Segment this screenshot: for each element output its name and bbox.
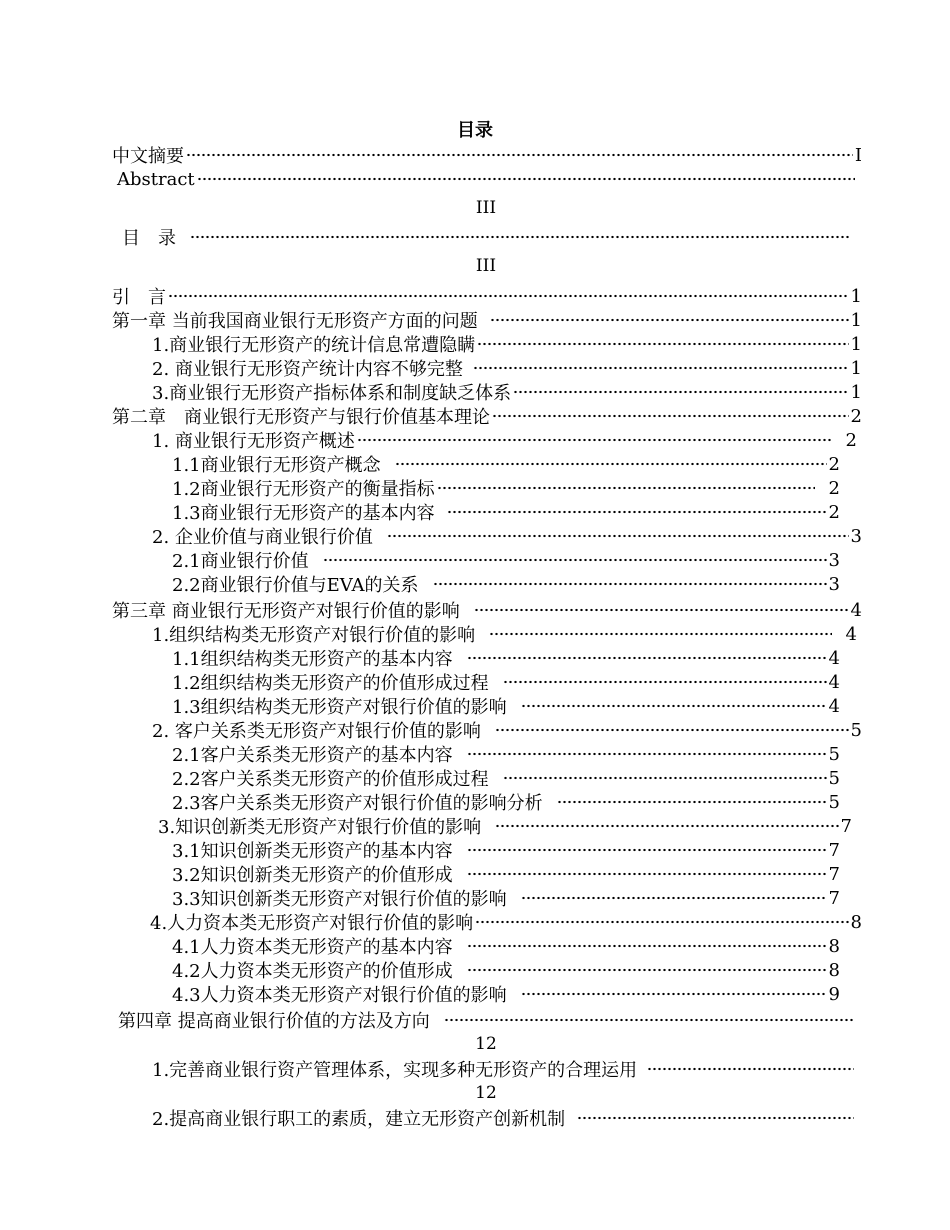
toc-entry-label: 第四章 提高商业银行价值的方法及方向	[118, 1011, 430, 1032]
dot-leader	[447, 510, 827, 514]
toc-entry-label: 3.1知识创新类无形资产的基本内容	[172, 841, 453, 862]
toc-entry[interactable]	[172, 958, 840, 982]
toc-entry[interactable]	[172, 500, 840, 524]
dot-leader	[168, 294, 849, 298]
toc-entry-page: 5	[850, 719, 862, 741]
dot-leader	[467, 656, 827, 660]
toc-entry-page: 5	[828, 791, 840, 813]
dot-leader	[477, 342, 848, 346]
toc-entry[interactable]	[172, 452, 840, 476]
dot-leader	[467, 872, 827, 876]
toc-entry-label: 1.1商业银行无形资产概念	[172, 455, 381, 476]
dot-leader	[467, 944, 827, 948]
toc-entry-label: 2. 企业价值与商业银行价值	[152, 527, 373, 548]
toc-entry-page: 4	[828, 695, 840, 717]
dot-leader	[489, 632, 831, 636]
toc-entry-label: 1.3商业银行无形资产的基本内容	[172, 503, 435, 524]
toc-entry-page: 3	[850, 525, 862, 547]
toc-entry-page: 1	[850, 357, 862, 379]
dot-leader	[577, 1116, 854, 1120]
toc-entry-label: 1.商业银行无形资产的统计信息常遭隐瞒	[152, 335, 476, 356]
toc-entry[interactable]	[172, 934, 840, 958]
dot-leader	[444, 1018, 854, 1022]
toc-entry-label: 4.2人力资本类无形资产的价值形成	[172, 961, 453, 982]
toc-entry-page: 7	[828, 887, 840, 909]
dot-leader	[475, 920, 848, 924]
toc-entry-label: Abstract	[117, 168, 195, 190]
toc-entry-page: 4	[828, 647, 840, 669]
toc-entry[interactable]	[172, 982, 840, 1006]
dot-leader	[186, 153, 853, 157]
toc-entry-label: 4.1人力资本类无形资产的基本内容	[172, 937, 453, 958]
toc-entry[interactable]	[152, 428, 857, 452]
toc-entry[interactable]	[118, 1008, 856, 1032]
dot-leader	[492, 414, 849, 418]
toc-entry-page: 3	[828, 549, 840, 571]
toc-entry[interactable]	[152, 380, 862, 404]
toc-entry-page: 7	[828, 839, 840, 861]
dot-leader	[473, 366, 849, 370]
toc-entry[interactable]	[172, 694, 840, 718]
dot-leader	[490, 318, 849, 322]
toc-entry-label: 1.完善商业银行资产管理体系，实现多种无形资产的合理运用	[152, 1060, 638, 1081]
toc-entry-label: 2.提高商业银行职工的素质，建立无形资产创新机制	[152, 1109, 566, 1130]
toc-entry[interactable]	[150, 910, 862, 934]
toc-entry-label: 中文摘要	[112, 146, 184, 167]
dot-leader	[495, 824, 838, 828]
toc-entry-page: 8	[828, 959, 840, 981]
dot-leader	[433, 582, 827, 586]
toc-entry-label: 2. 商业银行无形资产统计内容不够完整	[152, 359, 463, 380]
toc-entry-label: 3.3知识创新类无形资产对银行价值的影响	[172, 889, 507, 910]
dot-leader	[437, 486, 815, 490]
toc-entry-page: 12	[475, 1034, 497, 1054]
toc-entry[interactable]	[158, 814, 852, 838]
toc-entry-page: 1	[850, 309, 862, 331]
toc-entry[interactable]	[172, 766, 840, 790]
toc-entry-page: 12	[475, 1083, 497, 1103]
toc-entry[interactable]	[172, 886, 840, 910]
toc-entry-page: 5	[828, 743, 840, 765]
toc-entry-page: III	[475, 198, 497, 218]
toc-entry[interactable]	[172, 572, 840, 596]
dot-leader	[521, 992, 827, 996]
toc-entry[interactable]	[112, 143, 862, 167]
toc-entry[interactable]	[152, 524, 862, 548]
toc-entry[interactable]	[117, 167, 857, 191]
toc-entry[interactable]	[172, 548, 840, 572]
toc-entry[interactable]	[172, 862, 840, 886]
toc-entry-label: 4.人力资本类无形资产对银行价值的影响	[150, 913, 474, 934]
dot-leader	[647, 1067, 854, 1071]
toc-entry-page: 1	[850, 381, 862, 403]
toc-entry-page: 5	[828, 767, 840, 789]
toc-entry-label: 3.2知识创新类无形资产的价值形成	[172, 865, 453, 886]
toc-entry-page: 2	[845, 429, 857, 451]
toc-entry-page: 2	[850, 405, 862, 427]
toc-entry[interactable]	[152, 332, 862, 356]
toc-entry-page: 4	[850, 599, 862, 621]
toc-entry-label: 2.2商业银行价值与EVA的关系	[172, 575, 419, 596]
toc-entry-page: 1	[850, 285, 862, 307]
toc-entry-page: I	[854, 144, 862, 166]
dot-leader	[503, 776, 827, 780]
toc-entry-label: 1. 商业银行无形资产概述	[152, 431, 355, 452]
toc-entry-label: 3.知识创新类无形资产对银行价值的影响	[158, 817, 482, 838]
dot-leader	[474, 608, 849, 612]
dot-leader	[503, 680, 827, 684]
dot-leader	[197, 177, 855, 181]
toc-entry[interactable]	[152, 356, 862, 380]
toc-entry[interactable]	[112, 308, 862, 332]
toc-entry-page: 2	[828, 453, 840, 475]
toc-entry[interactable]	[112, 598, 862, 622]
toc-entry-label: 1.3组织结构类无形资产对银行价值的影响	[172, 697, 507, 718]
toc-entry-page: III	[475, 256, 497, 276]
toc-entry-label: 2.1商业银行价值	[172, 551, 309, 572]
toc-entry-page: 3	[828, 573, 840, 595]
toc-entry-label: 2.1客户关系类无形资产的基本内容	[172, 745, 453, 766]
toc-entry-label: 2.3客户关系类无形资产对银行价值的影响分析	[172, 793, 543, 814]
dot-leader	[190, 235, 850, 239]
toc-entry-label: 2.2客户关系类无形资产的价值形成过程	[172, 769, 489, 790]
toc-entry-page: 8	[850, 911, 862, 933]
toc-entry-label: 1.组织结构类无形资产对银行价值的影响	[152, 625, 476, 646]
dot-leader	[467, 848, 827, 852]
toc-entry[interactable]	[172, 476, 840, 500]
dot-leader	[495, 728, 849, 732]
dot-leader	[513, 390, 848, 394]
dot-leader	[387, 534, 849, 538]
toc-entry[interactable]	[172, 646, 840, 670]
toc-entry-label: 1.2组织结构类无形资产的价值形成过程	[172, 673, 489, 694]
toc-entry-label: 第三章 商业银行无形资产对银行价值的影响	[112, 601, 460, 622]
toc-entry-page: 7	[828, 863, 840, 885]
toc-entry-label: 引 言	[112, 287, 166, 308]
toc-entry-label: 3.商业银行无形资产指标体系和制度缺乏体系	[152, 383, 512, 404]
toc-entry-page: 4	[828, 671, 840, 693]
toc-entry-label: 第一章 当前我国商业银行无形资产方面的问题	[112, 311, 478, 332]
dot-leader	[467, 752, 827, 756]
toc-entry[interactable]	[172, 790, 840, 814]
toc-entry[interactable]	[112, 284, 862, 308]
toc-entry[interactable]	[152, 718, 862, 742]
toc-entry[interactable]	[172, 742, 840, 766]
toc-entry-page: 8	[828, 935, 840, 957]
toc-entry[interactable]	[122, 225, 852, 249]
toc-entry-label: 目 录	[122, 228, 176, 249]
toc-entry-label: 1.1组织结构类无形资产的基本内容	[172, 649, 453, 670]
toc-entry[interactable]	[152, 1057, 856, 1081]
toc-entry-label: 1.2商业银行无形资产的衡量指标	[172, 479, 435, 500]
toc-entry[interactable]	[172, 838, 840, 862]
toc-entry-page: 2	[828, 501, 840, 523]
dot-leader	[467, 968, 827, 972]
dot-leader	[521, 896, 827, 900]
toc-entry[interactable]	[172, 670, 840, 694]
dot-leader	[323, 558, 827, 562]
toc-entry[interactable]	[112, 404, 862, 428]
toc-entry-page: 4	[845, 623, 857, 645]
dot-leader	[557, 800, 827, 804]
toc-entry-label: 2. 客户关系类无形资产对银行价值的影响	[152, 721, 481, 742]
toc-entry-page: 1	[850, 333, 862, 355]
toc-entry-page: 7	[840, 815, 852, 837]
toc-entry-label: 4.3人力资本类无形资产对银行价值的影响	[172, 985, 507, 1006]
toc-entry[interactable]	[152, 1106, 856, 1130]
toc-entry-page: 2	[828, 477, 840, 499]
dot-leader	[395, 462, 827, 466]
page-title: 目录	[457, 120, 493, 141]
dot-leader	[521, 704, 827, 708]
dot-leader	[357, 438, 832, 442]
toc-entry[interactable]	[152, 622, 857, 646]
toc-entry-label: 第二章 商业银行无形资产与银行价值基本理论	[112, 407, 490, 428]
toc-entry-page: 9	[828, 983, 840, 1005]
